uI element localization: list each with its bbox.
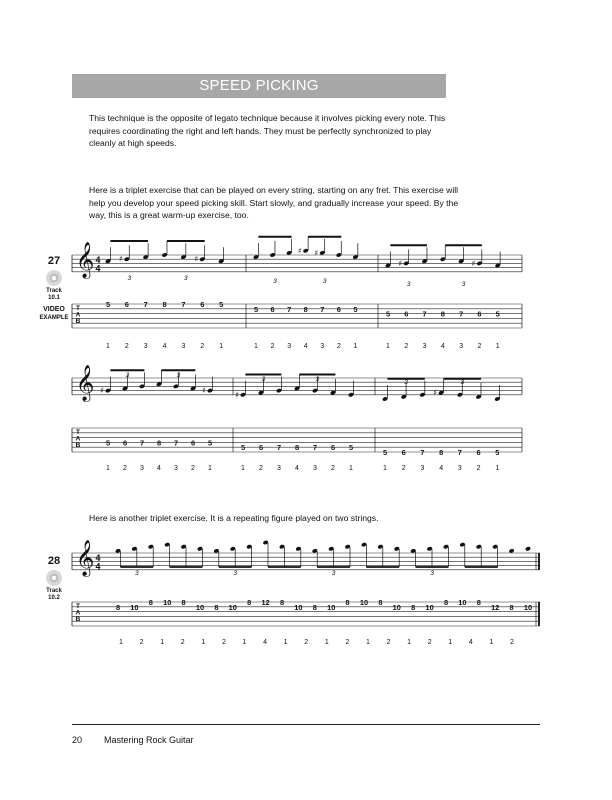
fingering-number: 3 <box>313 465 317 472</box>
triplet-mark: 3 <box>322 278 327 285</box>
fingering-number: 2 <box>331 465 335 472</box>
tab-fret-number: 10 <box>458 598 467 607</box>
tab-fret-number: 5 <box>207 438 213 448</box>
fingering-number: 1 <box>160 639 165 646</box>
triplet-mark: 3 <box>273 278 277 285</box>
sharp-sign: ♯ <box>297 246 302 256</box>
tab-fret-number: 6 <box>190 438 196 448</box>
fingering-number: 3 <box>420 465 425 472</box>
tab-fret-number: 7 <box>287 304 292 314</box>
fingering-number: 2 <box>427 639 432 646</box>
tab-fret-number: 5 <box>348 443 354 453</box>
fingering-number: 1 <box>407 639 412 646</box>
tab-fret-number: 5 <box>353 304 358 314</box>
tab-fret-number: 5 <box>385 309 391 319</box>
fingering-number: 3 <box>459 343 464 350</box>
fingering-number: 2 <box>139 639 144 646</box>
tab-fret-number: 8 <box>247 598 252 607</box>
tab-fret-number: 8 <box>156 438 162 448</box>
tab-letter: B <box>75 318 81 326</box>
triplet-mark: 3 <box>331 570 336 577</box>
sharp-sign: ♯ <box>194 254 199 264</box>
tab-fret-number: 7 <box>459 309 464 319</box>
fingering-number: 2 <box>180 639 185 646</box>
book-title: Mastering Rock Guitar <box>104 735 194 745</box>
tab-letter: B <box>75 442 81 450</box>
exercise-28-description: Here is another triplet exercise. It is a repeating figure played on two strings. <box>89 513 379 523</box>
tab-fret-number: 7 <box>312 443 318 453</box>
tab-fret-number: 5 <box>495 448 500 457</box>
tab-fret-number: 8 <box>148 598 153 607</box>
fingering-number: 1 <box>242 639 247 646</box>
example-27-number: 27 <box>47 255 61 267</box>
tab-fret-number: 10 <box>130 602 139 612</box>
tab-letter: A <box>75 435 81 443</box>
fingering-number: 4 <box>440 343 445 350</box>
tab-fret-number: 6 <box>258 443 264 453</box>
video-example-sub: EXAMPLE <box>39 315 69 321</box>
tab-fret-number: 8 <box>312 602 317 612</box>
fingering-number: 4 <box>439 465 444 472</box>
triplet-mark: 3 <box>176 372 181 379</box>
fingering-number: 3 <box>181 343 186 350</box>
fingering-number: 2 <box>270 343 275 350</box>
triplet-mark: 3 <box>184 275 188 282</box>
fingering-number: 2 <box>401 465 406 472</box>
time-signature-bottom: 4 <box>95 263 101 274</box>
fingering-number: 2 <box>477 343 482 350</box>
fingering-number: 2 <box>304 639 309 646</box>
tab-fret-number: 5 <box>240 443 246 453</box>
tab-fret-number: 7 <box>420 448 425 457</box>
tab-fret-number: 6 <box>404 309 409 319</box>
triplet-mark: 3 <box>430 570 434 577</box>
example-28-track-label: Track <box>46 588 62 594</box>
tab-fret-number: 5 <box>219 300 224 309</box>
fingering-number: 1 <box>365 639 370 646</box>
tab-fret-number: 7 <box>173 438 179 448</box>
sharp-sign: ♯ <box>118 254 123 264</box>
tab-fret-number: 10 <box>294 602 303 612</box>
tab-fret-number: 7 <box>320 304 325 314</box>
tab-fret-number: 6 <box>330 443 336 453</box>
fingering-number: 1 <box>201 639 206 646</box>
fingering-number: 4 <box>263 639 268 646</box>
tab-fret-number: 6 <box>270 304 275 314</box>
fingering-number: 2 <box>259 465 263 472</box>
tab-fret-number: 6 <box>476 448 481 457</box>
fingering-number: 3 <box>143 343 148 350</box>
tab-fret-number: 8 <box>439 448 444 457</box>
fingering-number: 4 <box>157 465 161 472</box>
sharp-sign: ♯ <box>100 386 104 396</box>
sharp-sign: ♯ <box>235 390 239 400</box>
intro-paragraph: This technique is the opposite of legato technique because it involves picking every note. This requires coordinating the right and left hands. They must be perfectly synchronized to play cleanly at high speeds. <box>89 113 446 148</box>
fingering-number: 3 <box>320 343 325 350</box>
triplet-mark: 3 <box>460 379 465 386</box>
fingering-number: 2 <box>336 343 341 350</box>
tab-fret-number: 5 <box>495 309 500 319</box>
exercise-27-description: Here is a triplet exercise that can be played on every string, starting on any fret. This exercise will help you develop your speed picking skill. Start slowly, and gradually increase your speed. By the way, this is a great warm-up exercise, too. <box>89 185 459 220</box>
tab-fret-number: 5 <box>105 438 111 448</box>
tab-fret-number: 5 <box>253 304 259 314</box>
triplet-mark: 3 <box>315 376 320 383</box>
tab-fret-number: 7 <box>143 300 148 309</box>
fingering-number: 1 <box>386 343 390 350</box>
tab-fret-number: 6 <box>122 438 128 448</box>
fingering-number: 2 <box>510 639 514 646</box>
tab-fret-number: 8 <box>279 598 285 607</box>
video-example-badge: VIDEO <box>43 306 65 313</box>
fingering-number: 2 <box>191 465 195 472</box>
tab-fret-number: 6 <box>124 300 129 309</box>
fingering-number: 1 <box>495 465 500 472</box>
tab-letter: A <box>75 609 81 617</box>
tab-fret-number: 7 <box>422 309 427 319</box>
time-signature-top: 4 <box>95 254 101 265</box>
fingering-number: 3 <box>287 343 292 350</box>
example-27-track-label: Track <box>46 288 62 294</box>
tab-fret-number: 10 <box>195 602 205 612</box>
tab-fret-number: 8 <box>476 598 481 607</box>
triplet-mark: 3 <box>125 372 130 379</box>
fingering-number: 1 <box>106 343 110 350</box>
fingering-number: 4 <box>303 343 308 350</box>
triplet-mark: 3 <box>461 281 466 288</box>
example-28-number: 28 <box>47 555 61 567</box>
example-27-track-number: 10.1 <box>48 295 60 301</box>
tab-letter: T <box>76 603 80 611</box>
fingering-number: 4 <box>295 465 299 472</box>
treble-clef-icon: 𝄞 <box>75 242 95 279</box>
fingering-number: 3 <box>277 465 281 472</box>
tab-fret-number: 8 <box>345 598 350 607</box>
tab-fret-number: 8 <box>443 598 449 607</box>
tab-fret-number: 5 <box>105 300 111 309</box>
fingering-number: 2 <box>200 343 205 350</box>
tab-fret-number: 10 <box>228 602 237 612</box>
tab-letter: B <box>75 616 81 624</box>
tab-fret-number: 8 <box>509 602 514 612</box>
treble-clef-icon: 𝄞 <box>75 540 95 577</box>
fingering-number: 1 <box>353 343 358 350</box>
fingering-number: 1 <box>119 639 123 646</box>
tab-fret-number: 8 <box>294 443 300 453</box>
fingering-number: 1 <box>241 465 245 472</box>
fingering-number: 1 <box>324 639 329 646</box>
fingering-number: 1 <box>208 465 212 472</box>
tab-fret-number: 8 <box>303 304 308 314</box>
tab-fret-number: 12 <box>261 598 270 607</box>
fingering-number: 2 <box>404 343 409 350</box>
note-head <box>525 546 531 551</box>
tab-fret-number: 8 <box>162 300 167 309</box>
treble-clef-icon: 𝄞 <box>75 365 95 402</box>
triplet-mark: 3 <box>134 570 139 577</box>
fingering-number: 1 <box>283 639 288 646</box>
time-signature-bottom: 4 <box>95 561 101 572</box>
sharp-sign: ♯ <box>202 386 206 396</box>
fingering-number: 4 <box>162 343 167 350</box>
sharp-sign: ♯ <box>471 258 476 268</box>
fingering-number: 1 <box>219 343 224 350</box>
fingering-number: 1 <box>349 465 353 472</box>
fingering-number: 2 <box>345 639 350 646</box>
sharp-sign: ♯ <box>398 258 403 268</box>
tab-letter: T <box>76 305 80 313</box>
footer-rule <box>72 724 540 725</box>
tab-fret-number: 10 <box>163 598 172 607</box>
triplet-mark: 3 <box>261 376 266 383</box>
fingering-number: 2 <box>476 465 481 472</box>
fingering-number: 2 <box>386 639 391 646</box>
time-signature-top: 4 <box>95 552 101 563</box>
tab-fret-number: 6 <box>401 448 406 457</box>
fingering-number: 2 <box>124 343 129 350</box>
sharp-sign: ♯ <box>314 248 319 258</box>
tab-fret-number: 8 <box>115 602 121 612</box>
page-number: 20 <box>72 735 83 745</box>
triplet-mark: 3 <box>406 281 411 288</box>
tab-fret-number: 8 <box>378 598 383 607</box>
fingering-number: 1 <box>448 639 453 646</box>
tab-fret-number: 7 <box>181 300 186 309</box>
fingering-number: 3 <box>174 465 178 472</box>
tab-fret-number: 10 <box>523 602 533 612</box>
tab-fret-number: 12 <box>491 602 500 612</box>
fingering-number: 2 <box>123 465 127 472</box>
example-28-track-number: 10.2 <box>48 595 60 601</box>
tab-fret-number: 5 <box>382 448 388 457</box>
fingering-number: 3 <box>457 465 462 472</box>
fingering-number: 1 <box>383 465 387 472</box>
tab-fret-number: 7 <box>457 448 462 457</box>
tab-fret-number: 6 <box>200 300 205 309</box>
fingering-number: 3 <box>422 343 427 350</box>
fingering-number: 2 <box>221 639 226 646</box>
fingering-number: 1 <box>106 465 110 472</box>
tab-fret-number: 8 <box>440 309 445 319</box>
tab-fret-number: 8 <box>214 602 219 612</box>
tab-fret-number: 8 <box>181 598 186 607</box>
tab-fret-number: 6 <box>477 309 482 319</box>
triplet-mark: 3 <box>233 570 238 577</box>
tab-fret-number: 6 <box>336 304 341 314</box>
tab-letter: A <box>75 311 81 319</box>
tab-fret-number: 10 <box>425 602 434 612</box>
tab-fret-number: 7 <box>139 438 145 448</box>
section-title-banner: SPEED PICKING <box>72 74 446 98</box>
fingering-number: 1 <box>489 639 494 646</box>
fingering-number: 1 <box>495 343 500 350</box>
tab-fret-number: 10 <box>327 602 336 612</box>
fingering-number: 4 <box>468 639 473 646</box>
tab-fret-number: 7 <box>276 443 282 453</box>
sharp-sign: ♯ <box>433 388 438 398</box>
triplet-mark: 3 <box>127 275 132 282</box>
tab-letter: T <box>76 429 80 437</box>
tab-fret-number: 8 <box>411 602 416 612</box>
fingering-number: 1 <box>254 343 258 350</box>
triplet-mark: 3 <box>404 379 408 386</box>
fingering-number: 3 <box>140 465 144 472</box>
tab-fret-number: 10 <box>392 602 401 612</box>
tab-fret-number: 10 <box>359 598 369 607</box>
